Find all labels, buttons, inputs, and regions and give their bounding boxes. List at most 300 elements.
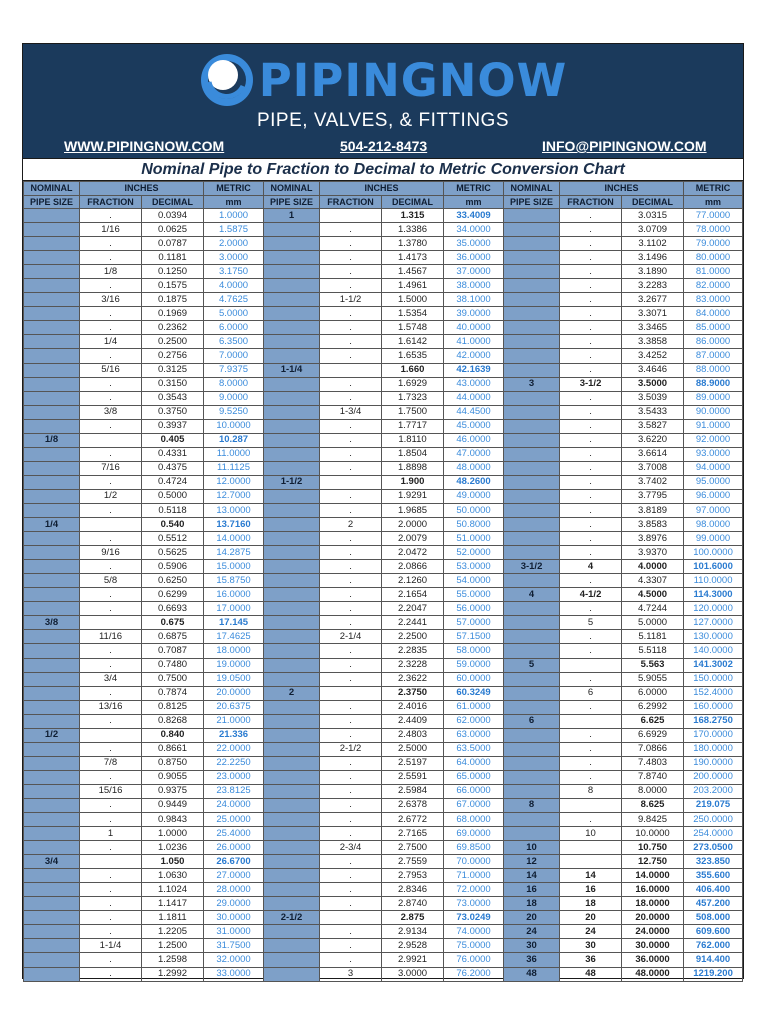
- nominal-cell: [504, 461, 560, 475]
- table-row: [24, 939, 743, 953]
- metric-cell: 24.0000: [204, 798, 264, 812]
- fraction-cell: .: [560, 672, 622, 686]
- fraction-cell: 3: [320, 967, 382, 981]
- fraction-cell: .: [560, 644, 622, 658]
- header-fraction: FRACTION: [560, 195, 622, 209]
- table-row: [24, 349, 743, 363]
- nominal-cell: [24, 742, 80, 756]
- metric-cell: 100.0000: [684, 546, 743, 560]
- nominal-cell: [24, 869, 80, 883]
- metric-cell: 21.0000: [204, 714, 264, 728]
- fraction-cell: .: [320, 855, 382, 869]
- metric-cell: 30.0000: [204, 911, 264, 925]
- fraction-cell: .: [80, 503, 142, 517]
- fraction-cell: .: [320, 433, 382, 447]
- fraction-cell: .: [320, 869, 382, 883]
- metric-cell: 68.0000: [444, 813, 504, 827]
- decimal-cell: 6.6929: [622, 728, 684, 742]
- nominal-cell: 48: [504, 967, 560, 981]
- metric-cell: 110.0000: [684, 574, 743, 588]
- phone-link[interactable]: 504-212-8473: [340, 138, 428, 154]
- fraction-cell: .: [560, 728, 622, 742]
- metric-cell: 55.0000: [444, 588, 504, 602]
- metric-cell: 83.0000: [684, 293, 743, 307]
- decimal-cell: 3.8189: [622, 503, 684, 517]
- nominal-cell: [264, 700, 320, 714]
- nominal-cell: [24, 756, 80, 770]
- nominal-cell: [264, 953, 320, 967]
- metric-cell: 48.2600: [444, 475, 504, 489]
- nominal-cell: [504, 223, 560, 237]
- fraction-cell: .: [80, 237, 142, 251]
- metric-cell: 130.0000: [684, 630, 743, 644]
- fraction-cell: .: [320, 658, 382, 672]
- decimal-cell: 1.9685: [382, 503, 444, 517]
- tagline: PIPE, VALVES, & FITTINGS: [256, 110, 510, 131]
- nominal-cell: 2-1/2: [264, 911, 320, 925]
- metric-cell: 34.0000: [444, 223, 504, 237]
- nominal-cell: 18: [504, 897, 560, 911]
- decimal-cell: 0.7087: [142, 644, 204, 658]
- metric-cell: 45.0000: [444, 419, 504, 433]
- nominal-cell: [24, 588, 80, 602]
- header-banner: [23, 44, 743, 158]
- decimal-cell: 48.0000: [622, 967, 684, 981]
- fraction-cell: .: [560, 223, 622, 237]
- nominal-cell: [24, 391, 80, 405]
- table-row: [24, 588, 743, 602]
- decimal-cell: 2.7165: [382, 827, 444, 841]
- nominal-cell: [504, 672, 560, 686]
- decimal-cell: 3.4646: [622, 363, 684, 377]
- metric-cell: 63.5000: [444, 742, 504, 756]
- fraction-cell: 2-1/4: [320, 630, 382, 644]
- fraction-cell: .: [320, 532, 382, 546]
- decimal-cell: 9.8425: [622, 813, 684, 827]
- fraction-cell: .: [80, 391, 142, 405]
- nominal-cell: [264, 630, 320, 644]
- fraction-cell: 3-1/2: [560, 377, 622, 391]
- metric-cell: 41.0000: [444, 335, 504, 349]
- decimal-cell: 3.0000: [382, 967, 444, 981]
- fraction-cell: .: [320, 489, 382, 503]
- logo: [23, 52, 743, 116]
- decimal-cell: 1.2205: [142, 925, 204, 939]
- table-row: [24, 251, 743, 265]
- table-row: [24, 925, 743, 939]
- decimal-cell: 2.5000: [382, 742, 444, 756]
- fraction-cell: .: [80, 307, 142, 321]
- metric-cell: 81.0000: [684, 265, 743, 279]
- nominal-cell: [24, 644, 80, 658]
- metric-cell: 33.4009: [444, 209, 504, 223]
- nominal-cell: [504, 475, 560, 489]
- decimal-cell: 0.540: [142, 518, 204, 532]
- nominal-cell: [24, 574, 80, 588]
- metric-cell: 17.0000: [204, 602, 264, 616]
- fraction-cell: .: [80, 251, 142, 265]
- decimal-cell: 2.4409: [382, 714, 444, 728]
- fraction-cell: .: [80, 925, 142, 939]
- fraction-cell: .: [560, 237, 622, 251]
- nominal-cell: 8: [504, 798, 560, 812]
- nominal-cell: [24, 405, 80, 419]
- email-link[interactable]: INFO@PIPINGNOW.COM: [542, 138, 707, 154]
- fraction-cell: .: [320, 770, 382, 784]
- metric-cell: 152.4000: [684, 686, 743, 700]
- fraction-cell: [80, 728, 142, 742]
- decimal-cell: 2.7953: [382, 869, 444, 883]
- decimal-cell: 1.7323: [382, 391, 444, 405]
- table-row: [24, 644, 743, 658]
- metric-cell: 49.0000: [444, 489, 504, 503]
- nominal-cell: [24, 827, 80, 841]
- metric-cell: 33.0000: [204, 967, 264, 981]
- header-nominal: NOMINAL: [264, 182, 320, 196]
- decimal-cell: 0.3750: [142, 405, 204, 419]
- decimal-cell: 2.7559: [382, 855, 444, 869]
- fraction-cell: 5/8: [80, 574, 142, 588]
- header-inches: INCHES: [320, 182, 444, 196]
- fraction-cell: 36: [560, 953, 622, 967]
- decimal-cell: 4.3307: [622, 574, 684, 588]
- nominal-cell: [504, 700, 560, 714]
- metric-cell: 97.0000: [684, 503, 743, 517]
- nominal-cell: [504, 209, 560, 223]
- decimal-cell: 2.8740: [382, 897, 444, 911]
- fraction-cell: 9/16: [80, 546, 142, 560]
- nominal-cell: [264, 349, 320, 363]
- nominal-cell: [24, 883, 80, 897]
- decimal-cell: 1.3780: [382, 237, 444, 251]
- decimal-cell: 1.050: [142, 855, 204, 869]
- metric-cell: 25.4000: [204, 827, 264, 841]
- metric-cell: 95.0000: [684, 475, 743, 489]
- fraction-cell: .: [560, 391, 622, 405]
- decimal-cell: 3.1890: [622, 265, 684, 279]
- nominal-cell: [264, 827, 320, 841]
- metric-cell: 1.0000: [204, 209, 264, 223]
- metric-cell: 78.0000: [684, 223, 743, 237]
- metric-cell: 93.0000: [684, 447, 743, 461]
- nominal-cell: [264, 784, 320, 798]
- nominal-cell: [264, 560, 320, 574]
- decimal-cell: 2.1260: [382, 574, 444, 588]
- fraction-cell: .: [560, 602, 622, 616]
- header-mm: mm: [204, 195, 264, 209]
- table-row: [24, 616, 743, 630]
- fraction-cell: 4-1/2: [560, 588, 622, 602]
- nominal-cell: [264, 616, 320, 630]
- decimal-cell: 2.0000: [382, 518, 444, 532]
- nominal-cell: 1/2: [24, 728, 80, 742]
- nominal-cell: [24, 602, 80, 616]
- fraction-cell: .: [320, 756, 382, 770]
- metric-cell: 38.1000: [444, 293, 504, 307]
- decimal-cell: 1.4567: [382, 265, 444, 279]
- metric-cell: 47.0000: [444, 447, 504, 461]
- nominal-cell: [264, 672, 320, 686]
- metric-cell: 20.0000: [204, 686, 264, 700]
- fraction-cell: .: [320, 391, 382, 405]
- fraction-cell: .: [320, 461, 382, 475]
- nominal-cell: [504, 827, 560, 841]
- nominal-cell: [264, 279, 320, 293]
- table-row: [24, 419, 743, 433]
- metric-cell: 6.3500: [204, 335, 264, 349]
- fraction-cell: 7/8: [80, 756, 142, 770]
- metric-cell: 54.0000: [444, 574, 504, 588]
- nominal-cell: [504, 321, 560, 335]
- nominal-cell: [504, 813, 560, 827]
- fraction-cell: .: [80, 377, 142, 391]
- fraction-cell: .: [560, 532, 622, 546]
- fraction-cell: [560, 841, 622, 855]
- metric-cell: 170.0000: [684, 728, 743, 742]
- decimal-cell: 0.7874: [142, 686, 204, 700]
- decimal-cell: 2.9528: [382, 939, 444, 953]
- decimal-cell: 1.900: [382, 475, 444, 489]
- metric-cell: 16.0000: [204, 588, 264, 602]
- metric-cell: 32.0000: [204, 953, 264, 967]
- decimal-cell: 0.1181: [142, 251, 204, 265]
- brand-name: PIPINGNOW: [258, 53, 568, 107]
- metric-cell: 69.0000: [444, 827, 504, 841]
- decimal-cell: 5.9055: [622, 672, 684, 686]
- decimal-cell: 3.6614: [622, 447, 684, 461]
- decimal-cell: 4.0000: [622, 560, 684, 574]
- nominal-cell: 5: [504, 658, 560, 672]
- fraction-cell: 1-1/2: [320, 293, 382, 307]
- nominal-cell: [504, 433, 560, 447]
- decimal-cell: 3.6220: [622, 433, 684, 447]
- decimal-cell: 2.6772: [382, 813, 444, 827]
- fraction-cell: .: [560, 461, 622, 475]
- nominal-cell: [504, 265, 560, 279]
- metric-cell: 58.0000: [444, 644, 504, 658]
- fraction-cell: .: [320, 265, 382, 279]
- nominal-cell: [504, 251, 560, 265]
- metric-cell: 12.7000: [204, 489, 264, 503]
- metric-cell: 77.0000: [684, 209, 743, 223]
- fraction-cell: .: [320, 714, 382, 728]
- metric-cell: 65.0000: [444, 770, 504, 784]
- fraction-cell: .: [560, 770, 622, 784]
- decimal-cell: 0.3543: [142, 391, 204, 405]
- metric-cell: 73.0249: [444, 911, 504, 925]
- website-link[interactable]: WWW.PIPINGNOW.COM: [64, 138, 225, 154]
- metric-cell: 39.0000: [444, 307, 504, 321]
- metric-cell: 10.287: [204, 433, 264, 447]
- metric-cell: 71.0000: [444, 869, 504, 883]
- fraction-cell: .: [80, 419, 142, 433]
- fraction-cell: 24: [560, 925, 622, 939]
- nominal-cell: [504, 419, 560, 433]
- header-metric: METRIC: [204, 182, 264, 196]
- metric-cell: 75.0000: [444, 939, 504, 953]
- nominal-cell: 12: [504, 855, 560, 869]
- fraction-cell: .: [320, 574, 382, 588]
- table-row: [24, 686, 743, 700]
- nominal-cell: 3/4: [24, 855, 80, 869]
- fraction-cell: .: [560, 209, 622, 223]
- nominal-cell: [264, 419, 320, 433]
- decimal-cell: 3.7402: [622, 475, 684, 489]
- fraction-cell: .: [320, 784, 382, 798]
- nominal-cell: [264, 939, 320, 953]
- decimal-cell: 12.750: [622, 855, 684, 869]
- table-row: [24, 307, 743, 321]
- fraction-cell: .: [320, 798, 382, 812]
- fraction-cell: .: [560, 475, 622, 489]
- metric-cell: 42.1639: [444, 363, 504, 377]
- metric-cell: 61.0000: [444, 700, 504, 714]
- nominal-cell: [504, 784, 560, 798]
- nominal-cell: [24, 419, 80, 433]
- header-metric: METRIC: [444, 182, 504, 196]
- fraction-cell: .: [560, 321, 622, 335]
- fraction-cell: .: [320, 447, 382, 461]
- nominal-cell: [24, 447, 80, 461]
- decimal-cell: 1.6929: [382, 377, 444, 391]
- nominal-cell: 10: [504, 841, 560, 855]
- decimal-cell: 5.563: [622, 658, 684, 672]
- fraction-cell: .: [320, 251, 382, 265]
- fraction-cell: .: [320, 377, 382, 391]
- metric-cell: 20.6375: [204, 700, 264, 714]
- table-row: [24, 475, 743, 489]
- decimal-cell: 1.0630: [142, 869, 204, 883]
- nominal-cell: [504, 644, 560, 658]
- metric-cell: 76.0000: [444, 953, 504, 967]
- metric-cell: 53.0000: [444, 560, 504, 574]
- decimal-cell: 0.3937: [142, 419, 204, 433]
- fraction-cell: 1/8: [80, 265, 142, 279]
- nominal-cell: [24, 911, 80, 925]
- decimal-cell: 1.1024: [142, 883, 204, 897]
- decimal-cell: 2.6378: [382, 798, 444, 812]
- nominal-cell: [264, 518, 320, 532]
- nominal-cell: [24, 546, 80, 560]
- decimal-cell: 1.4961: [382, 279, 444, 293]
- fraction-cell: .: [560, 307, 622, 321]
- decimal-cell: 7.4803: [622, 756, 684, 770]
- decimal-cell: 3.5000: [622, 377, 684, 391]
- decimal-cell: 3.5827: [622, 419, 684, 433]
- nominal-cell: [264, 883, 320, 897]
- metric-cell: 25.0000: [204, 813, 264, 827]
- nominal-cell: [504, 391, 560, 405]
- fraction-cell: .: [80, 911, 142, 925]
- decimal-cell: 0.7500: [142, 672, 204, 686]
- metric-cell: 92.0000: [684, 433, 743, 447]
- metric-cell: 35.0000: [444, 237, 504, 251]
- metric-cell: 60.0000: [444, 672, 504, 686]
- nominal-cell: [264, 237, 320, 251]
- fraction-cell: 5/16: [80, 363, 142, 377]
- fraction-cell: .: [560, 630, 622, 644]
- decimal-cell: 2.2047: [382, 602, 444, 616]
- decimal-cell: 0.1575: [142, 279, 204, 293]
- nominal-cell: [504, 447, 560, 461]
- fraction-cell: .: [80, 209, 142, 223]
- decimal-cell: 4.7244: [622, 602, 684, 616]
- table-row: [24, 237, 743, 251]
- nominal-cell: [24, 798, 80, 812]
- fraction-cell: .: [80, 560, 142, 574]
- nominal-cell: [504, 770, 560, 784]
- fraction-cell: .: [80, 770, 142, 784]
- nominal-cell: [24, 630, 80, 644]
- metric-cell: 3.0000: [204, 251, 264, 265]
- metric-cell: 62.0000: [444, 714, 504, 728]
- fraction-cell: .: [80, 714, 142, 728]
- decimal-cell: 0.2362: [142, 321, 204, 335]
- metric-cell: 31.7500: [204, 939, 264, 953]
- fraction-cell: .: [560, 756, 622, 770]
- decimal-cell: 2.0866: [382, 560, 444, 574]
- decimal-cell: 0.6875: [142, 630, 204, 644]
- table-row: [24, 321, 743, 335]
- fraction-cell: [560, 855, 622, 869]
- metric-cell: 323.850: [684, 855, 743, 869]
- nominal-cell: 1/4: [24, 518, 80, 532]
- metric-cell: 457.200: [684, 897, 743, 911]
- header-mm: mm: [444, 195, 504, 209]
- decimal-cell: 2.7500: [382, 841, 444, 855]
- metric-cell: 168.2750: [684, 714, 743, 728]
- nominal-cell: 1: [264, 209, 320, 223]
- nominal-cell: [264, 532, 320, 546]
- decimal-cell: 1.5354: [382, 307, 444, 321]
- decimal-cell: 1.8110: [382, 433, 444, 447]
- table-row: [24, 405, 743, 419]
- nominal-cell: [264, 658, 320, 672]
- nominal-cell: 20: [504, 911, 560, 925]
- metric-cell: 69.8500: [444, 841, 504, 855]
- metric-cell: 609.600: [684, 925, 743, 939]
- nominal-cell: [504, 742, 560, 756]
- fraction-cell: .: [320, 307, 382, 321]
- decimal-cell: 3.3071: [622, 307, 684, 321]
- nominal-cell: [264, 546, 320, 560]
- decimal-cell: 0.6299: [142, 588, 204, 602]
- fraction-cell: .: [80, 897, 142, 911]
- decimal-cell: 3.3858: [622, 335, 684, 349]
- decimal-cell: 0.5625: [142, 546, 204, 560]
- fraction-cell: .: [80, 967, 142, 981]
- fraction-cell: .: [80, 279, 142, 293]
- table-row: [24, 223, 743, 237]
- metric-cell: 23.0000: [204, 770, 264, 784]
- metric-cell: 127.0000: [684, 616, 743, 630]
- table-row: [24, 602, 743, 616]
- fraction-cell: .: [560, 265, 622, 279]
- metric-cell: 98.0000: [684, 518, 743, 532]
- nominal-cell: 2: [264, 686, 320, 700]
- nominal-cell: 30: [504, 939, 560, 953]
- decimal-cell: 0.5118: [142, 503, 204, 517]
- metric-cell: 43.0000: [444, 377, 504, 391]
- fraction-cell: .: [320, 602, 382, 616]
- metric-cell: 80.0000: [684, 251, 743, 265]
- decimal-cell: 2.8346: [382, 883, 444, 897]
- decimal-cell: 3.8583: [622, 518, 684, 532]
- fraction-cell: .: [320, 335, 382, 349]
- nominal-cell: [24, 784, 80, 798]
- fraction-cell: .: [320, 560, 382, 574]
- fraction-cell: [80, 855, 142, 869]
